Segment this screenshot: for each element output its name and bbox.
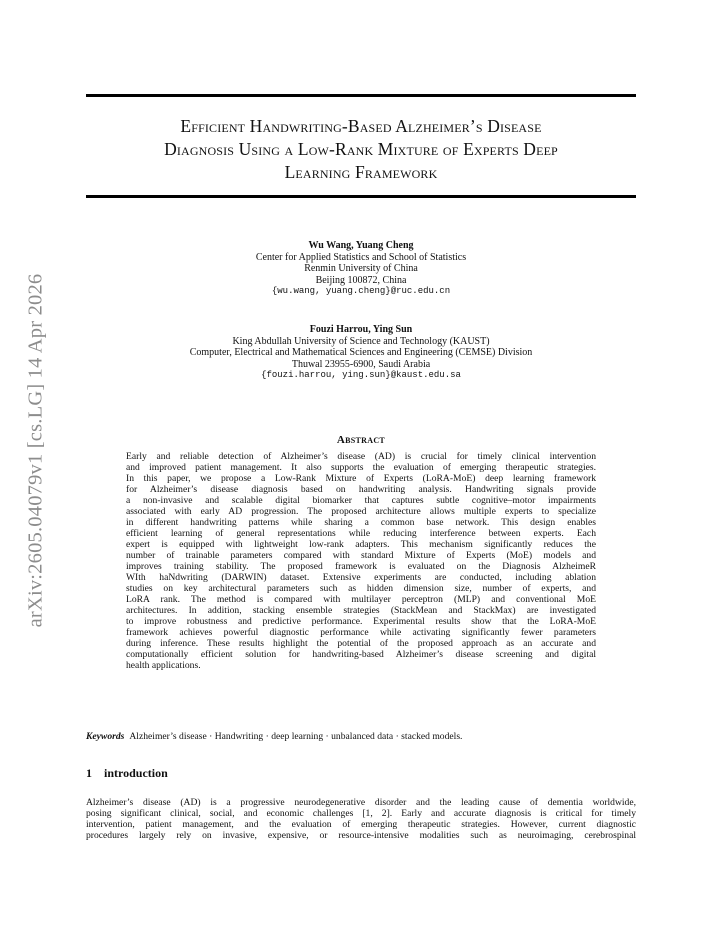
abstract-line: architectures. In addition, stacking ensemble strategies (StackMean and StackMax) are investigated (126, 605, 596, 616)
abstract-line: improves training stability. The proposed framework is evaluated on the Diagnosis AlzheimeR (126, 561, 596, 572)
arxiv-side-identifier (5, 258, 67, 642)
abstract-line: LoRA rank. The method is compared with multilayer perceptron (MLP) and conventional MoE (126, 594, 596, 605)
abstract-line: associated with early AD progression. The proposed architecture allows multiple experts to specialize (126, 506, 596, 517)
title-line: Efficient Handwriting-Based Alzheimer’s Disease (180, 116, 542, 136)
affiliation-line: Computer, Electrical and Mathematical Sciences and Engineering (CEMSE) Division (189, 347, 533, 359)
affiliation-line: King Abdullah University of Science and Technology (KAUST) (232, 335, 490, 347)
abstract-line: a non-invasive and scalable digital biomarker that captures subtle cognitive–motor impairments (126, 495, 596, 506)
keywords-text: Alzheimer’s disease · Handwriting · deep learning · unbalanced data · stacked models. (129, 731, 463, 742)
keywords-line (86, 731, 636, 743)
author-names: Wu Wang, Yuang Cheng (308, 240, 414, 251)
author-names: Fouzi Harrou, Ying Sun (309, 324, 413, 335)
keywords-label: Keywords (86, 731, 125, 742)
section-number: 1 (86, 766, 92, 780)
abstract-line: Early and reliable detection of Alzheimer’s disease (AD) is crucial for timely clinical intervention (126, 451, 596, 462)
abstract-line: efficient learning of general representations while reducing interference between experts. Each (126, 528, 596, 539)
abstract-line: WIth haNdwriting (DARWIN) dataset. Extensive experiments are conducted, including ablation (126, 572, 596, 583)
affiliation-line: Thuwal 23955-6900, Saudi Arabia (291, 358, 431, 370)
section-heading (86, 766, 168, 781)
abstract-line: framework achieves powerful diagnostic performance while activating significantly fewer parameters (126, 627, 596, 638)
affiliation-line: Beijing 100872, China (315, 274, 407, 286)
intro-line: intervention, patient management, and the evaluation of emerging therapeutic strategies. However, current diagnostic (86, 819, 636, 830)
author-email: {fouzi.harrou, ying.sun}@kaust.edu.sa (261, 370, 461, 381)
abstract-line: number of trainable parameters compared with standard Mixture of Experts (MoE) models and (126, 550, 596, 561)
abstract-line: computationally efficient solution for handwriting-based Alzheimer’s disease screening and digital (126, 649, 596, 660)
section-title: introduction (104, 766, 168, 780)
abstract-line: during inference. These results highlight the potential of the proposed approach as an accurate and (126, 638, 596, 649)
abstract-line: studies on key architectural parameters such as hidden dimension size, number of experts, and (126, 583, 596, 594)
author-group-1 (86, 240, 636, 298)
title-top-rule (86, 94, 636, 97)
title-line: Learning Framework (284, 162, 438, 182)
abstract-line: In this paper, we propose a Low-Rank Mixture of Experts (LoRA-MoE) deep learning framework (126, 473, 596, 484)
author-group-2 (86, 324, 636, 382)
intro-line: procedures largely rely on invasive, expensive, or resource-intensive modalities such as neuroimaging, cerebrospinal (86, 830, 636, 841)
introduction-body (86, 797, 636, 841)
affiliation-line: Renmin University of China (304, 263, 418, 275)
abstract-line: to improve robustness and predictive performance. Experimental results show that the LoRA-MoE (126, 616, 596, 627)
paper-title (86, 115, 636, 184)
title-line: Diagnosis Using a Low-Rank Mixture of Experts Deep (164, 139, 558, 159)
abstract-line: in different handwriting patterns while sharing a common base network. This design enables (126, 517, 596, 528)
affiliation-line: Center for Applied Statistics and School of Statistics (255, 251, 467, 263)
intro-line: Alzheimer’s disease (AD) is a progressive neurodegenerative disorder and the leading cause of dementia worldwide, (86, 797, 636, 808)
title-bottom-rule (86, 195, 636, 198)
abstract-line: for Alzheimer’s disease diagnosis based on handwriting analysis. Handwriting signals provide (126, 484, 596, 495)
abstract-body (126, 451, 596, 671)
intro-line: posing significant clinical, social, and economic challenges [1, 2]. Early and accurate diagnosis is critical for timely (86, 808, 636, 819)
arxiv-identifier-text: arXiv:2605.04079v1 [cs.LG] 14 Apr 2026 (24, 273, 47, 627)
author-email: {wu.wang, yuang.cheng}@ruc.edu.cn (271, 286, 451, 297)
abstract-line: health applications. (126, 660, 201, 671)
abstract-line: expert is equipped with lightweight low-rank adapters. This mechanism significantly reduces the (126, 539, 596, 550)
abstract-line: and improved patient management. It also supports the evaluation of emerging therapeutic strategies. (126, 462, 596, 473)
abstract-heading: Abstract (336, 434, 386, 446)
